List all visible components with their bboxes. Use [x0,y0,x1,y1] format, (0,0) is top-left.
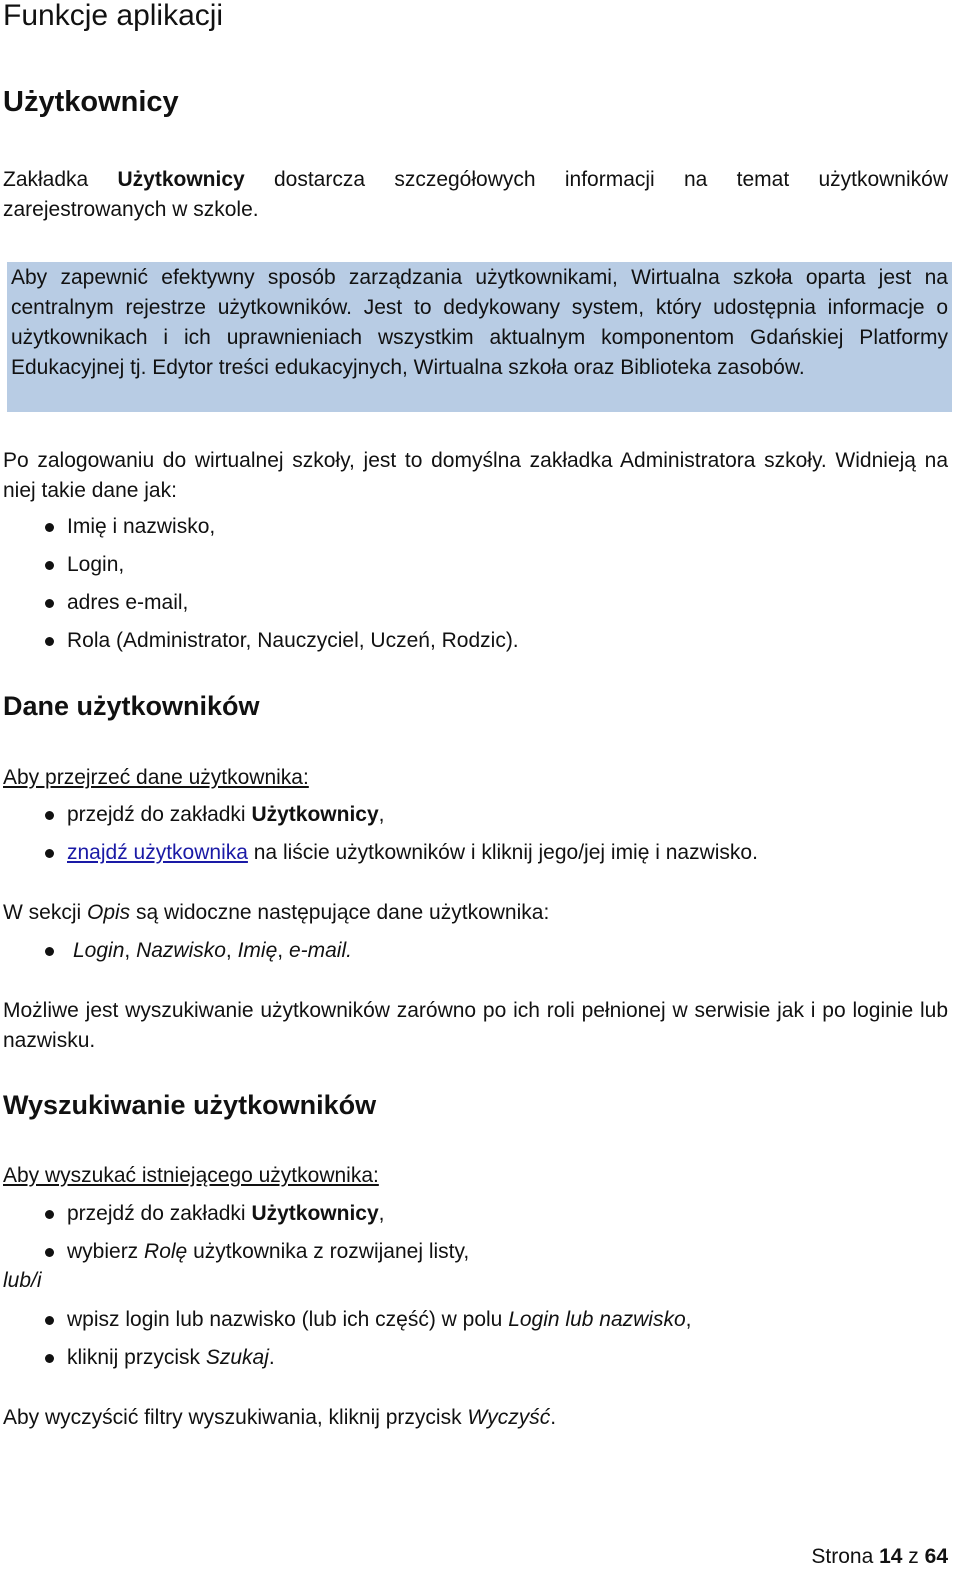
step-text: przejdź do zakładki [67,803,252,826]
user-fields-list [0,514,950,666]
search-howto-label: Aby wyszukać istniejącego użytkownika: [3,1164,379,1187]
opis-post: są widoczne następujące dane użytkownika: [130,901,550,924]
opis-field: Imię [237,939,278,962]
separator: , [124,939,137,962]
step-bold: Użytkownicy [251,803,379,826]
opis-pre: W sekcji [3,901,87,924]
highlighted-info-text: Aby zapewnić efektywny sposób zarządzania użytkownikami, Wirtualna szkoła oparta jest na centralnym rejestrze użytkowników. Jest to dedykowany system, który udostępnia informacje o użytkownikach i ich uprawnieniach wszystkim aktualnym komponentom Gdańskiej Platformy Edukacyjnej tj. Edytor treści edukacyjnych, Wirtualna szkoła oraz Biblioteka zasobów. [11,266,948,379]
search-steps-list-b [0,1307,950,1383]
step-italic: Login lub nazwisko [508,1308,686,1331]
page-total: 64 [924,1545,948,1568]
intro-text-pre: Zakładka [3,168,118,191]
separator: , [277,939,289,962]
opis-field: e-mail [288,939,347,962]
list-item: Rola (Administrator, Nauczyciel, Uczeń, Rodzic). [0,628,950,666]
page-number [811,1543,948,1571]
clear-italic: Wyczyść [467,1406,551,1429]
page-sep: z [902,1545,925,1568]
page-label: Strona [811,1545,880,1568]
step-text: użytkownika z rozwijanej listy, [187,1240,470,1263]
separator: . [346,939,352,962]
intro-text-post: dostarcza szczegółowych informacji na temat użytkowników zarejestrowanych w szkole. [3,168,948,221]
clear-pre: Aby wyczyścić filtry wyszukiwania, kliknij przycisk [3,1406,468,1429]
list-item [0,840,950,878]
view-user-howto-label: Aby przejrzeć dane użytkownika: [3,766,309,789]
step-italic: Rolę [144,1240,188,1263]
step-text: kliknij przycisk [67,1346,206,1369]
step-text: , [378,1202,385,1225]
view-user-steps-list [0,802,950,878]
list-item [0,1201,950,1239]
opis-field: Login [73,939,125,962]
clear-post: . [550,1406,557,1429]
step-text: , [378,803,385,826]
opis-fields-list [0,938,950,976]
after-login-paragraph: Po zalogowaniu do wirtualnej szkoły, jest to domyślna zakładka Administratora szkoły. Widnieją na niej takie dane jak: [3,449,948,502]
section-heading-users: Użytkownicy [3,86,179,118]
or-label [3,1266,948,1296]
find-user-link[interactable]: znajdź użytkownika [67,841,248,864]
search-note-paragraph: Możliwe jest wyszukiwanie użytkowników zarówno po ich roli pełnionej w serwisie jak i po loginie lub nazwisku. [3,999,948,1052]
list-item: adres e-mail, [0,590,950,628]
list-item: Login, [0,552,950,590]
section-heading-user-data: Dane użytkowników [3,691,260,721]
list-item [0,1307,950,1345]
step-text: wybierz [67,1240,145,1263]
intro-text-bold: Użytkownicy [117,168,245,191]
list-item [0,802,950,840]
step-text: przejdź do zakładki [67,1202,252,1225]
section-heading-search: Wyszukiwanie użytkowników [3,1090,377,1120]
opis-section-paragraph [3,898,948,928]
step-text: . [268,1346,275,1369]
step-italic: Szukaj [205,1346,269,1369]
list-item [0,938,950,976]
page-current: 14 [879,1545,903,1568]
or-label-text: lub/i [3,1269,42,1292]
opis-field: Nazwisko [136,939,226,962]
list-item: Imię i nazwisko, [0,514,950,552]
separator: , [225,939,238,962]
list-item [0,1345,950,1383]
highlighted-info-box [7,262,952,412]
step-text: na liście użytkowników i kliknij jego/jej imię i nazwisko. [247,841,758,864]
page-title: Funkcje aplikacji [3,0,224,32]
step-text: , [685,1308,692,1331]
step-bold: Użytkownicy [251,1202,379,1225]
step-text: wpisz login lub nazwisko (lub ich część) w polu [67,1308,509,1331]
clear-filters-paragraph [3,1403,948,1433]
users-intro-paragraph [3,165,948,225]
opis-italic: Opis [87,901,131,924]
